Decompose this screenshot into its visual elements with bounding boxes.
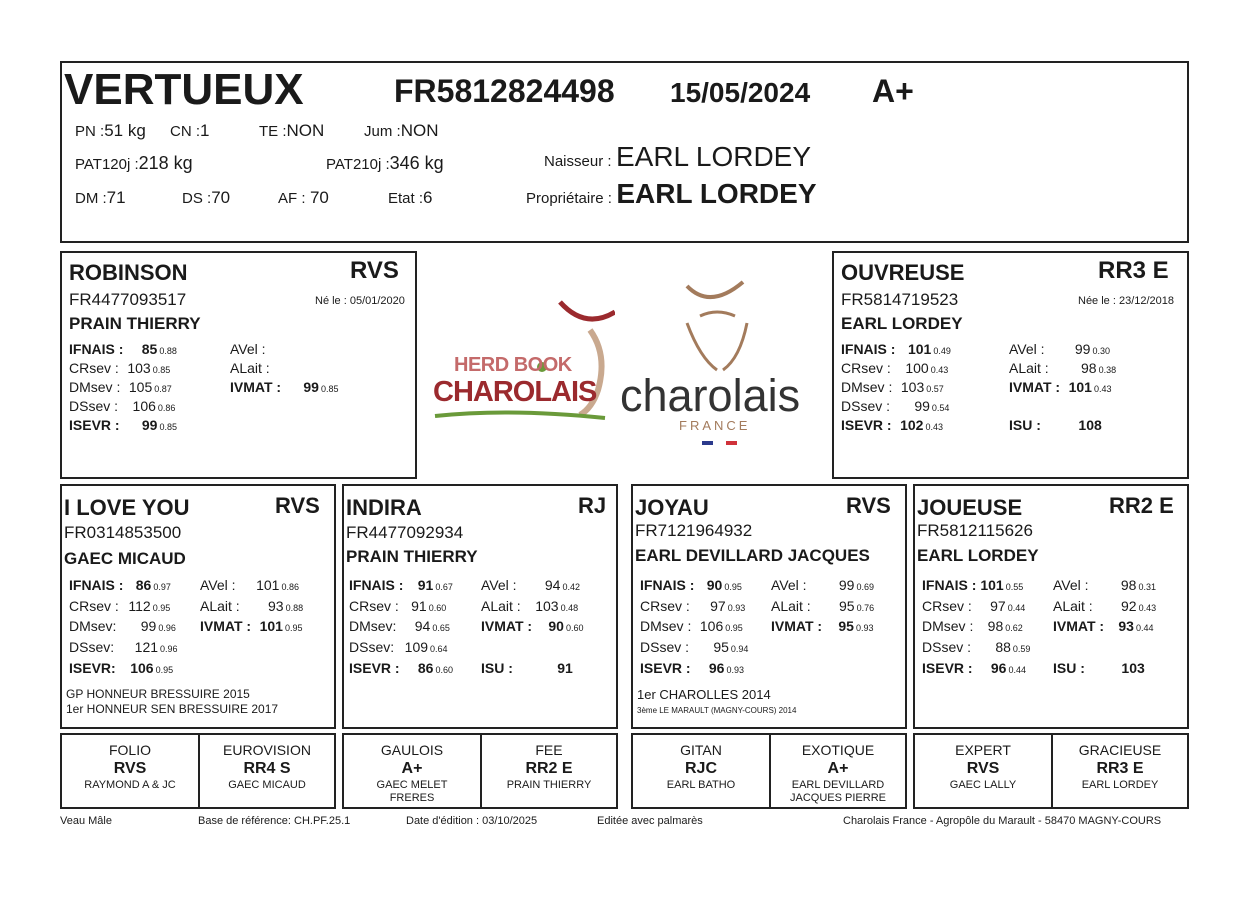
gp2-ifnais: IFNAIS : 91 0.67 (349, 577, 453, 593)
ggp-card-gaulois: GAULOIS A+ GAEC MELET FRERES (376, 742, 448, 804)
pn-field: PN :51 kg (75, 121, 146, 140)
ggp-card-eurovision: EUROVISION RR4 S GAEC MICAUD (223, 742, 311, 791)
gp3-isevr: ISEVR : 96 0.93 (640, 660, 744, 676)
animal-name: VERTUEUX (64, 65, 304, 114)
sire-isevr: ISEVR : 99 0.85 (69, 417, 177, 433)
gp2-isevr: ISEVR : 86 0.60 (349, 660, 453, 676)
gp4-dmsev: DMsev : 98 0.62 (922, 618, 1023, 634)
ggp-group-2 (342, 733, 618, 809)
dam-id: FR5814719523 (841, 290, 959, 309)
gp3-owner: EARL DEVILLARD JACQUES (635, 546, 870, 565)
gp4-crsev: CRsev : 97 0.44 (922, 598, 1026, 614)
dam-card (832, 251, 1189, 479)
gp3-dssev: DSsev : 95 0.94 (640, 639, 749, 655)
gp4-id: FR5812115626 (917, 521, 1033, 540)
footer-base: Base de référence: CH.PF.25.1 (198, 815, 351, 827)
gp1-palmares-1: GP HONNEUR BRESSUIRE 2015 (66, 687, 250, 701)
naisseur-field: Naisseur : EARL LORDEY (544, 141, 812, 172)
charolais-france-logo (615, 278, 825, 453)
gp2-isu: ISU : 91 (481, 660, 573, 676)
france-word: FRANCE (679, 418, 751, 433)
ggp-group-1 (60, 733, 336, 809)
footer-sex: Veau Mâle (60, 815, 112, 827)
gp2-dssev: DSsev: 109 0.64 (349, 639, 448, 655)
ggp-group-4 (913, 733, 1189, 809)
animal-header (60, 61, 1189, 243)
gp3-dmsev: DMsev : 106 0.95 (640, 618, 743, 634)
gp1-ifnais: IFNAIS : 86 0.97 (69, 577, 171, 593)
gp1-id: FR0314853500 (64, 523, 182, 542)
gp1-name: I LOVE YOU (64, 495, 190, 520)
gp2-owner: PRAIN THIERRY (346, 547, 478, 566)
gp1-dssev: DSsev: 121 0.96 (69, 639, 178, 655)
dam-ifnais: IFNAIS : 101 0.49 (841, 341, 951, 357)
dam-name: OUVREUSE (841, 260, 965, 285)
gp3-id: FR7121964932 (635, 521, 753, 540)
gp3-qualification: RVS (846, 493, 891, 518)
jum-field: Jum :NON (364, 121, 439, 140)
sire-owner: PRAIN THIERRY (69, 314, 201, 333)
dam-avel: AVel : 99 0.30 (1009, 341, 1110, 357)
sire-dssev: DSsev : 106 0.86 (69, 398, 176, 414)
gp4-ivmat: IVMAT : 93 0.44 (1053, 618, 1154, 634)
cn-field: CN :1 (170, 121, 210, 140)
gp4-qualification: RR2 E (1109, 493, 1174, 518)
charolais-word: charolais (620, 370, 801, 421)
herdbook-line1: HERD BOOK (454, 354, 572, 376)
herdbook-line2: CHAROLAIS (433, 376, 597, 408)
sire-ifnais: IFNAIS : 85 0.88 (69, 341, 177, 357)
te-field: TE :NON (259, 121, 325, 140)
gp3-avel: AVel : 99 0.69 (771, 577, 874, 593)
gp3-alait: ALait : 95 0.76 (771, 598, 875, 614)
gp3-ifnais: IFNAIS : 90 0.95 (640, 577, 742, 593)
ggp-card-fee: FEE RR2 E PRAIN THIERRY (506, 742, 592, 791)
gp2-name: INDIRA (346, 495, 422, 520)
gp1-owner: GAEC MICAUD (64, 549, 186, 568)
animal-grade: A+ (872, 73, 914, 109)
ggp-group-3 (631, 733, 907, 809)
dam-isevr: ISEVR : 102 0.43 (841, 417, 943, 433)
gp1-crsev: CRsev : 112 0.95 (69, 598, 171, 614)
dam-dssev: DSsev : 99 0.54 (841, 398, 950, 414)
proprietaire-field: Propriétaire : EARL LORDEY (526, 178, 817, 209)
gp1-qualification: RVS (275, 493, 320, 518)
pat120-field: PAT120j :218 kg (75, 153, 193, 173)
gp3-crsev: CRsev : 97 0.93 (640, 598, 746, 614)
gp4-isevr: ISEVR : 96 0.44 (922, 660, 1026, 676)
gp3-ivmat: IVMAT : 95 0.93 (771, 618, 874, 634)
dam-birth-date: Née le : 23/12/2018 (1078, 295, 1175, 307)
footer-organization: Charolais France - Agropôle du Marault - 58470 MAGNY-COURS (843, 815, 1162, 827)
animal-date: 15/05/2024 (670, 77, 811, 108)
gp3-name: JOYAU (635, 495, 709, 520)
gp1-alait: ALait : 93 0.88 (200, 598, 304, 614)
gp4-owner: EARL LORDEY (917, 546, 1039, 565)
ggp-card-exotique: EXOTIQUE A+ EARL DEVILLARD JACQUES PIERRE (790, 742, 886, 804)
dam-qualification: RR3 E (1098, 257, 1169, 284)
gp4-ifnais: IFNAIS : 101 0.55 (922, 577, 1024, 593)
gp4-avel: AVel : 98 0.31 (1053, 577, 1156, 593)
herdbook-logo (430, 290, 615, 430)
gp1-isevr: ISEVR: 106 0.95 (69, 660, 174, 676)
dam-isu: ISU : 108 (1009, 417, 1102, 433)
gp2-id: FR4477092934 (346, 523, 464, 542)
grandsire-maternal-card (631, 484, 907, 729)
animal-id: FR5812824498 (394, 73, 615, 109)
gp1-avel: AVel : 101 0.86 (200, 577, 299, 593)
af-field: AF : 70 (278, 188, 329, 207)
sire-id: FR4477093517 (69, 290, 187, 309)
gp2-avel: AVel : 94 0.42 (481, 577, 580, 593)
granddam-maternal-card (913, 484, 1189, 729)
sire-card (60, 251, 417, 479)
gp2-alait: ALait : 103 0.48 (481, 598, 579, 614)
gp2-dmsev: DMsev: 94 0.65 (349, 618, 450, 634)
sire-alait: ALait : (230, 360, 270, 376)
gp2-crsev: CRsev : 91 0.60 (349, 598, 447, 614)
ggp-card-gracieuse: GRACIEUSE RR3 E EARL LORDEY (1078, 742, 1162, 791)
gp3-palmares-1: 1er CHAROLLES 2014 (637, 687, 771, 702)
dam-ivmat: IVMAT : 101 0.43 (1009, 379, 1112, 395)
footer-palmares: Editée avec palmarès (597, 815, 703, 827)
dam-alait: ALait : 98 0.38 (1009, 360, 1117, 376)
ds-field: DS :70 (182, 188, 231, 207)
gp1-palmares-2: 1er HONNEUR SEN BRESSUIRE 2017 (66, 702, 279, 716)
sire-dmsev: DMsev : 105 0.87 (69, 379, 172, 395)
ggp-card-expert: EXPERT RVS GAEC LALLY (949, 742, 1017, 791)
etat-field: Etat :6 (388, 188, 433, 207)
footer-edition-date: Date d'édition : 03/10/2025 (406, 815, 538, 827)
sire-birth-date: Né le : 05/01/2020 (315, 295, 405, 307)
gp1-ivmat: IVMAT : 101 0.95 (200, 618, 303, 634)
gp3-palmares-2: 3ème LE MARAULT (MAGNY-COURS) 2014 (637, 706, 797, 715)
pat210-field: PAT210j :346 kg (326, 153, 444, 173)
gp1-dmsev: DMsev: 99 0.96 (69, 618, 176, 634)
gp2-qualification: RJ (578, 493, 607, 518)
dam-dmsev: DMsev : 103 0.57 (841, 379, 944, 395)
ggp-card-folio: FOLIO RVS RAYMOND A & JC (84, 742, 176, 791)
gp2-ivmat: IVMAT : 90 0.60 (481, 618, 584, 634)
sire-crsev: CRsev : 103 0.85 (69, 360, 171, 376)
dm-field: DM :71 (75, 188, 126, 207)
dam-owner: EARL LORDEY (841, 314, 963, 333)
gp4-alait: ALait : 92 0.43 (1053, 598, 1157, 614)
gp4-dssev: DSsev : 88 0.59 (922, 639, 1031, 655)
granddam-paternal-card (342, 484, 618, 729)
ggp-card-gitan: GITAN RJC EARL BATHO (666, 742, 736, 791)
sire-ivmat: IVMAT : 99 0.85 (230, 379, 339, 395)
gp4-name: JOUEUSE (917, 495, 1023, 520)
sire-name: ROBINSON (69, 260, 188, 285)
dam-crsev: CRsev : 100 0.43 (841, 360, 949, 376)
sire-avel: AVel : (230, 341, 266, 357)
grandsire-paternal-card (60, 484, 336, 729)
sire-qualification: RVS (350, 257, 399, 284)
gp4-isu: ISU : 103 (1053, 660, 1145, 676)
